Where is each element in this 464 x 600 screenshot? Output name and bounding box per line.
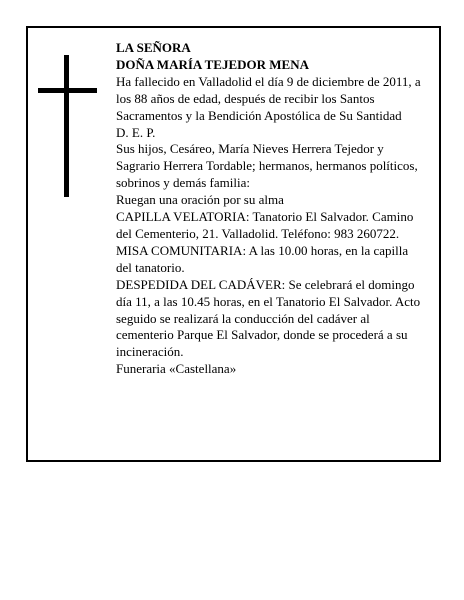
dep-line: D. E. P. [116, 124, 156, 140]
deceased-name: DOÑA MARÍA TEJEDOR MENA [116, 56, 309, 72]
mass-info: MISA COMUNITARIA: A las 10.00 horas, en la capilla del tanatorio. [116, 242, 409, 275]
cross-icon [38, 55, 97, 197]
cross-horizontal-bar [38, 88, 97, 93]
family-line: Sus hijos, Cesáreo, María Nieves Herrera Tejedor y Sagrario Herrera Tordable; hermanos, hermanos políticos, sobrinos y demás familia: [116, 141, 418, 191]
obituary-notice [26, 26, 441, 462]
cross-vertical-bar [64, 55, 69, 197]
death-announcement: Ha fallecido en Valladolid el día 9 de diciembre de 2011, a los 88 años de edad, después de recibir los Santos Sacramentos y la Bendición Apostólica de Su Santidad [116, 73, 421, 123]
notice-title: LA SEÑORA [116, 40, 191, 55]
notice-text [116, 40, 421, 378]
funeral-home: Funeraria «Castellana» [116, 361, 237, 377]
prayer-request: Ruegan una oración por su alma [116, 192, 284, 208]
farewell-info: DESPEDIDA DEL CADÁVER: Se celebrará el domingo día 11, a las 10.45 horas, en el Tanatorio El Salvador. Acto seguido se realizará la conducción del cadáver al cementerio Parque El Salvador, donde se procederá a su incineración. [116, 276, 421, 360]
wake-chapel-info: CAPILLA VELATORIA: Tanatorio El Salvador. Camino del Cementerio, 21. Valladolid. Teléfono: 983 260722. [116, 209, 414, 241]
